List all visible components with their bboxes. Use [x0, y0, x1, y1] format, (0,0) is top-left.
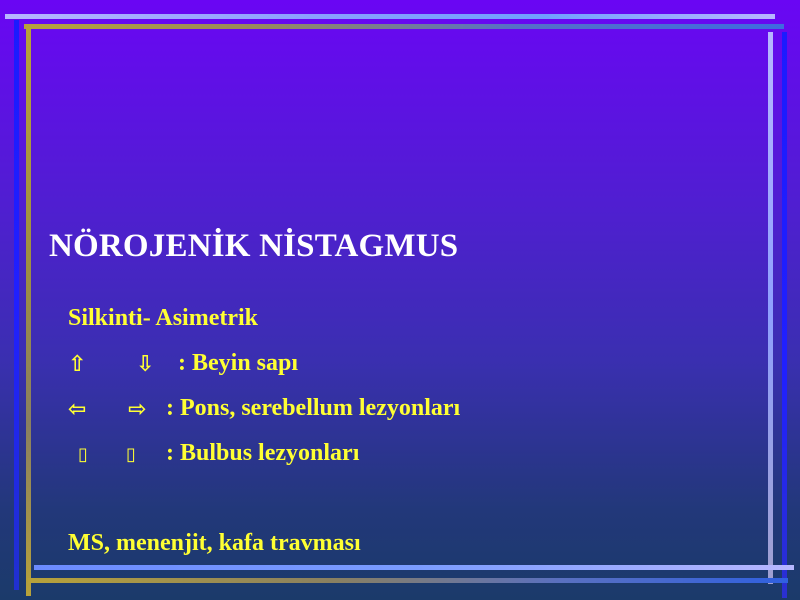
frame-bar-left-inner: [26, 26, 31, 596]
left-arrow-icon: ⇦: [68, 397, 87, 422]
frame-bar-bottom-inner: [34, 565, 794, 570]
up-arrow-icon: ⇧: [68, 352, 87, 377]
slide-title: NÖROJENİK NİSTAGMUS: [49, 228, 459, 264]
line-causes: MS, menenjit, kafa travması: [68, 530, 361, 556]
line-beyin-sapi: : Beyin sapı: [178, 350, 299, 376]
right-arrow-icon: ⇨: [128, 397, 147, 422]
frame-bar-right-outer: [782, 32, 787, 598]
frame-bar-left-outer: [14, 20, 19, 590]
frame-bar-bottom-outer: [28, 578, 788, 583]
frame-bar-right-inner: [768, 32, 773, 584]
line-pons: : Pons, serebellum lezyonları: [166, 395, 461, 421]
down-arrow-icon: ⇩: [136, 352, 155, 377]
line-silkinti: Silkinti- Asimetrik: [68, 305, 259, 331]
missing-glyph-icon: ▯: [126, 444, 136, 465]
frame-bar-top-outer: [5, 14, 775, 19]
frame-bar-top-inner: [24, 24, 784, 29]
missing-glyph-icon: ▯: [78, 444, 88, 465]
line-bulbus: : Bulbus lezyonları: [166, 440, 360, 466]
